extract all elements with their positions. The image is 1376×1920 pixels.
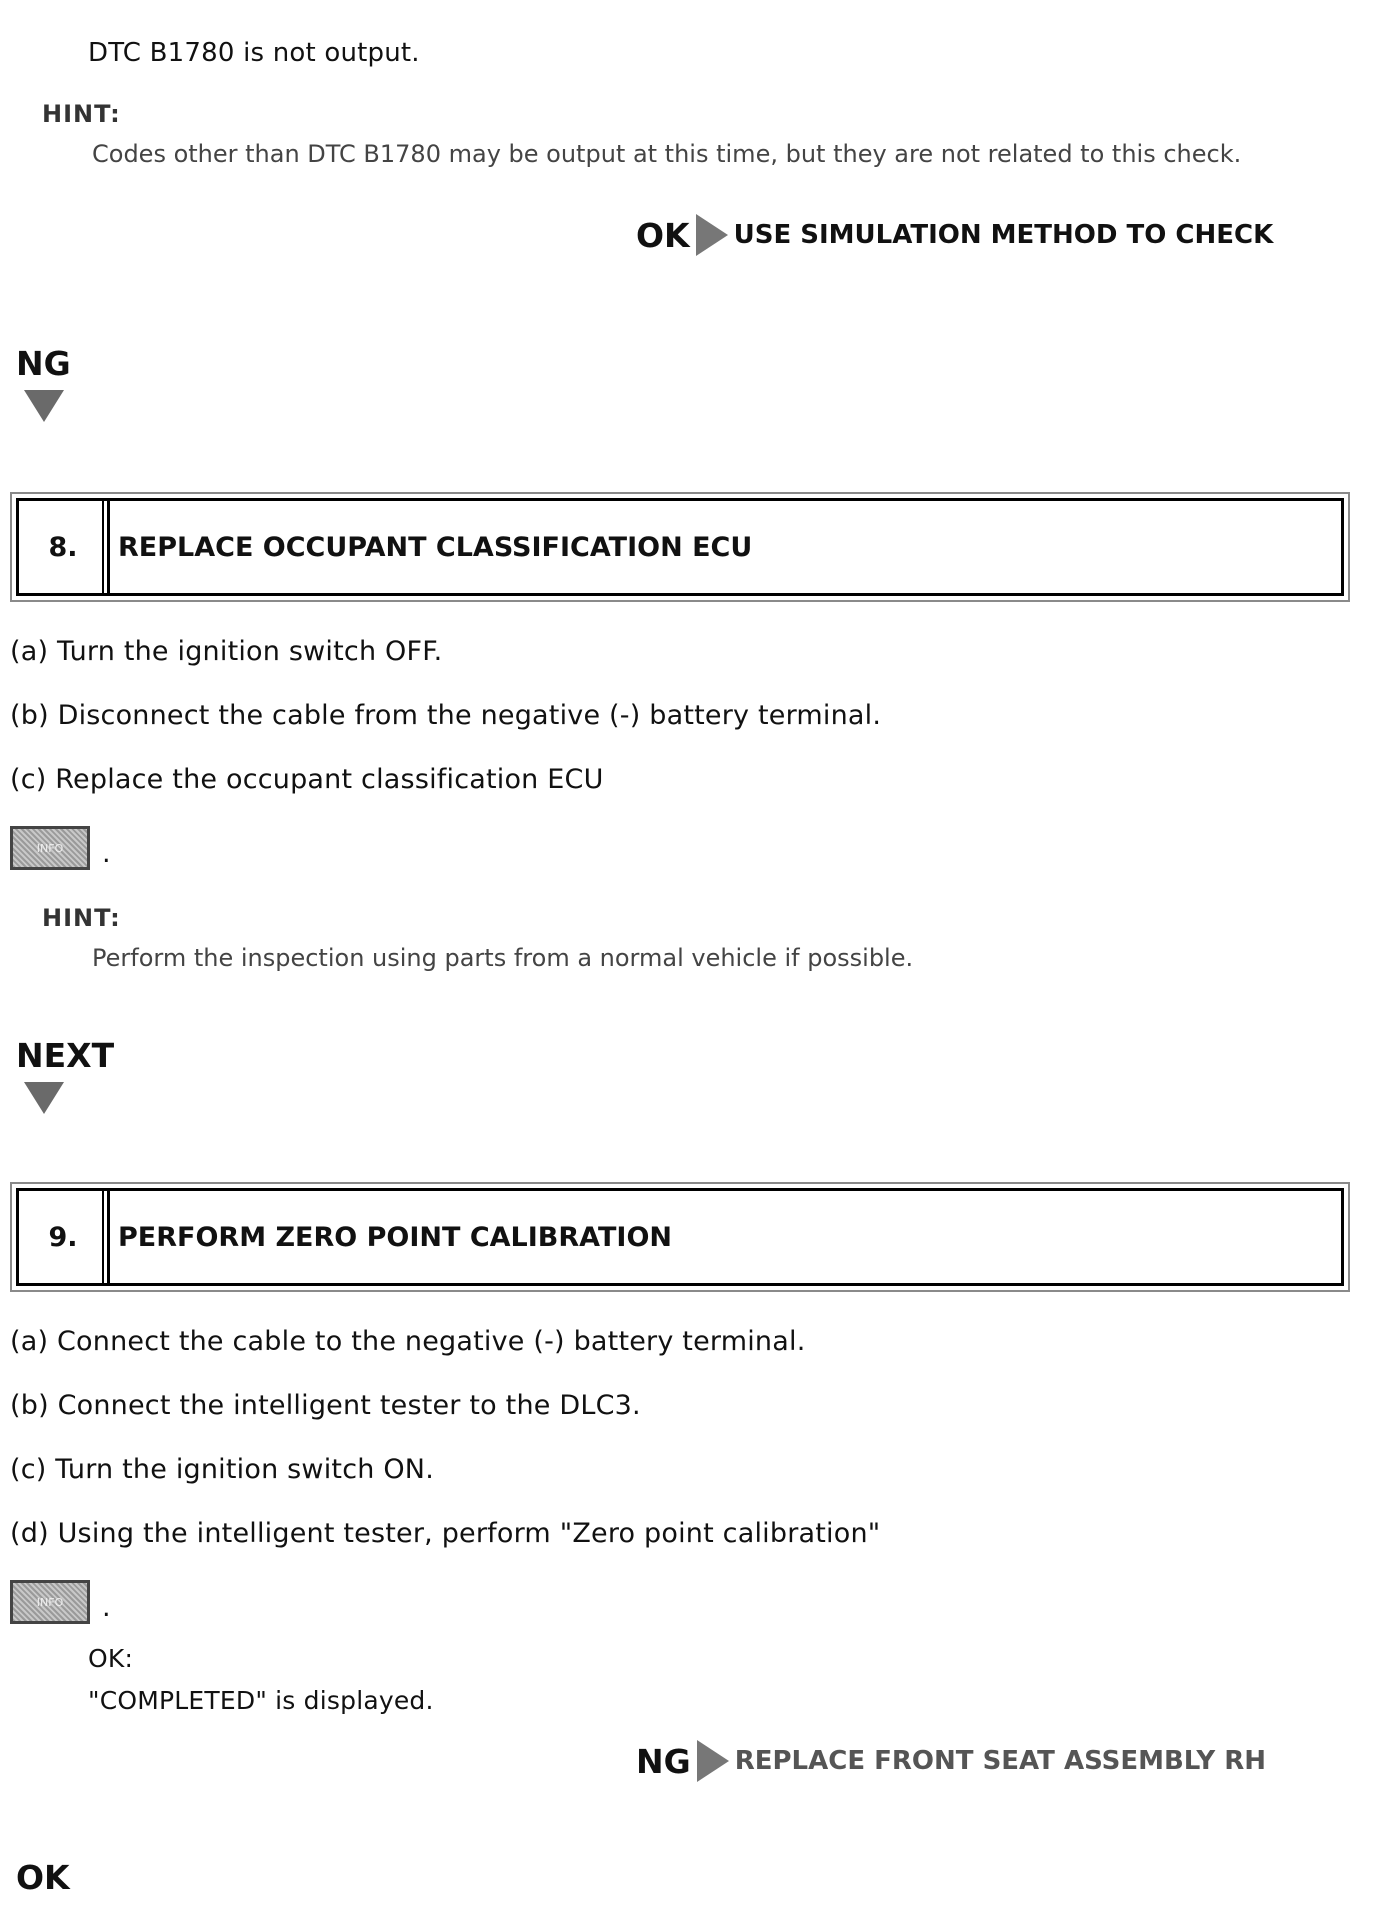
flow-next-label: NEXT <box>16 1036 115 1075</box>
right-arrow-icon <box>696 214 728 256</box>
step-9-header <box>10 1182 1350 1292</box>
result-ng-action[interactable]: REPLACE FRONT SEAT ASSEMBLY RH <box>734 1746 1266 1776</box>
flow-ok-label: OK <box>16 1858 70 1897</box>
result-ng-label: NG <box>636 1741 691 1781</box>
step-8-title: REPLACE OCCUPANT CLASSIFICATION ECU <box>118 531 753 563</box>
ok-criteria-text: "COMPLETED" is displayed. <box>88 1686 434 1715</box>
info-button[interactable]: INFO <box>10 1580 90 1624</box>
flow-ng-label: NG <box>16 344 71 383</box>
step-9-item-d: (d) Using the intelligent tester, perform "Zero point calibration" <box>10 1518 881 1549</box>
step-8-item-c: (c) Replace the occupant classification ECU <box>10 764 604 795</box>
result-ok-action[interactable]: USE SIMULATION METHOD TO CHECK <box>733 220 1274 250</box>
down-arrow-icon <box>24 390 64 422</box>
ok-criteria-label: OK: <box>88 1644 134 1673</box>
down-arrow-icon <box>24 1082 64 1114</box>
step-9-item-a: (a) Connect the cable to the negative (-) battery terminal. <box>10 1326 806 1357</box>
step-8-item-a: (a) Turn the ignition switch OFF. <box>10 636 443 667</box>
step-8-item-b: (b) Disconnect the cable from the negative (-) battery terminal. <box>10 700 882 731</box>
right-arrow-icon <box>697 1740 729 1782</box>
step-8-hint-text: Perform the inspection using parts from a normal vehicle if possible. <box>92 944 914 972</box>
step-9-dot: . <box>102 1592 111 1623</box>
hint-title: HINT: <box>42 100 121 128</box>
step-8-dot: . <box>102 838 111 869</box>
step-9-number: 9. <box>19 1191 110 1283</box>
step-8-number: 8. <box>19 501 110 593</box>
step-9-item-c: (c) Turn the ignition switch ON. <box>10 1454 434 1485</box>
status-line: DTC B1780 is not output. <box>88 38 420 68</box>
result-ng-row <box>636 1740 1266 1782</box>
step-8-header <box>10 492 1350 602</box>
step-9-title: PERFORM ZERO POINT CALIBRATION <box>118 1221 672 1253</box>
info-button[interactable]: INFO <box>10 826 90 870</box>
step-9-item-b: (b) Connect the intelligent tester to the DLC3. <box>10 1390 641 1421</box>
hint-text: Codes other than DTC B1780 may be output at this time, but they are not related to this check. <box>92 140 1242 168</box>
step-8-hint-title: HINT: <box>42 904 121 932</box>
result-ok-label: OK <box>636 215 690 255</box>
result-ok-row <box>636 214 1273 256</box>
